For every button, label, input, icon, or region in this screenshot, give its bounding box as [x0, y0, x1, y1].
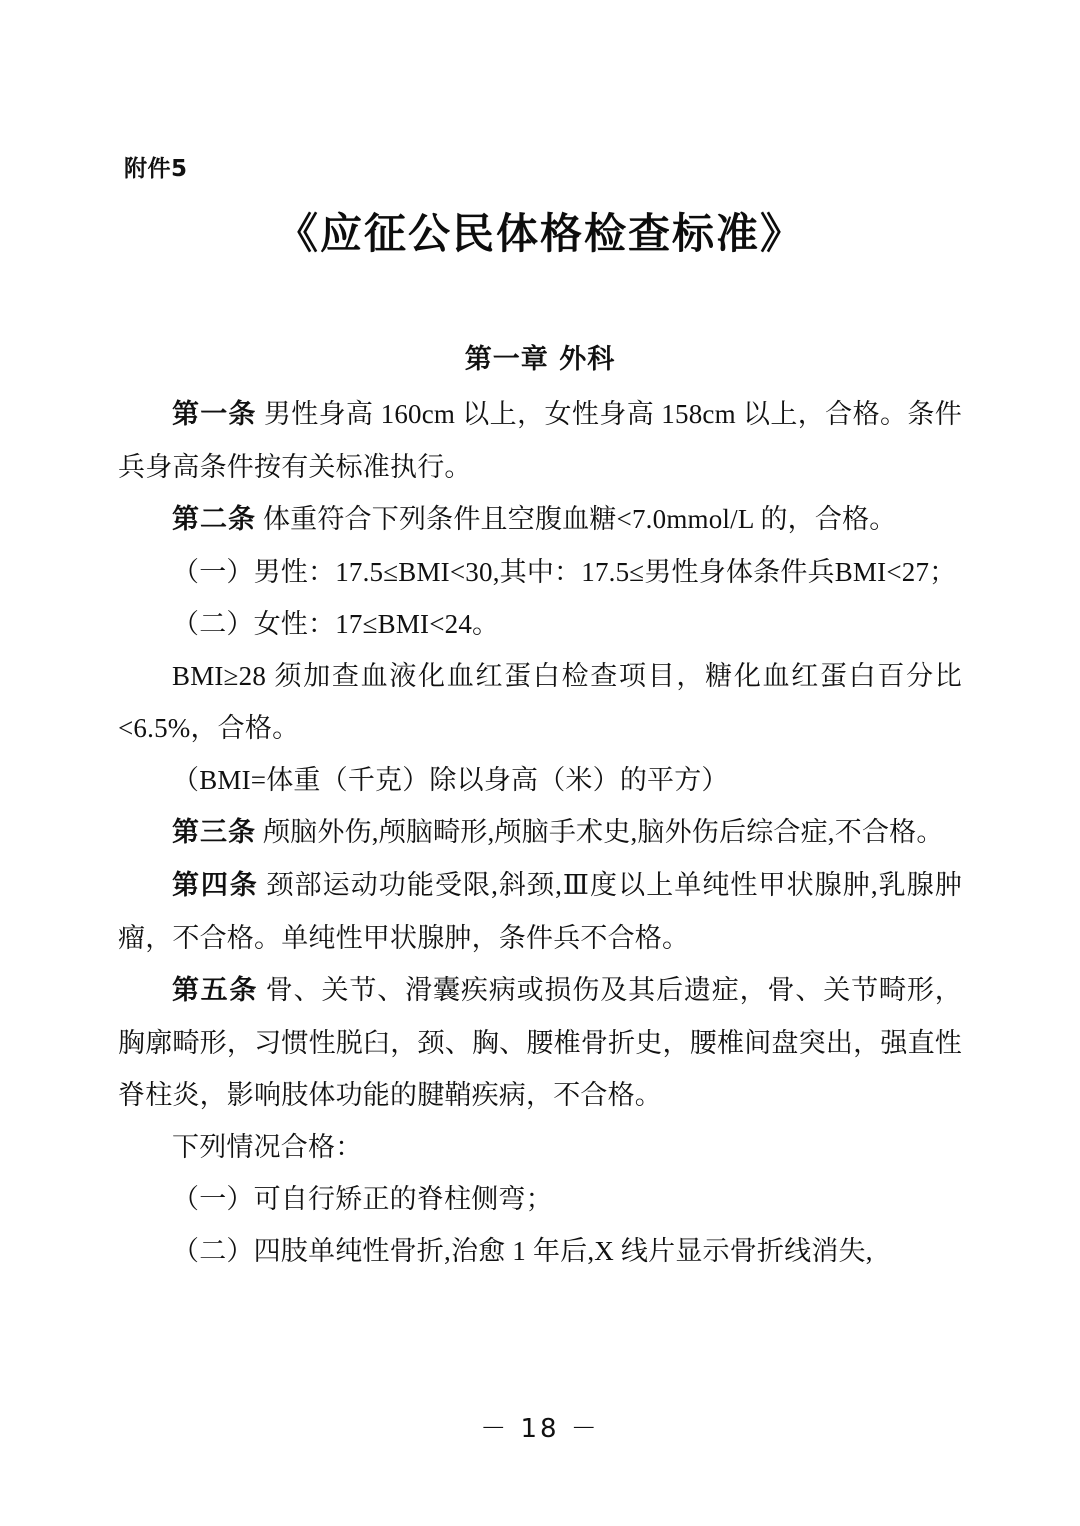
chapter-heading: 第一章 外科: [464, 344, 616, 375]
attachment-label: 附件5: [124, 156, 188, 182]
page-title: 《应征公民体格检查标准》: [275, 209, 804, 258]
article-marker: 第二条: [172, 504, 256, 535]
article-text: 男性身高 160cm 以上，女性身高 158cm 以上，合格。条件兵身高条件按有关标准执行。: [118, 399, 963, 482]
article-text: 颈部运动功能受限,斜颈,Ⅲ度以上单纯性甲状腺肿,乳腺肿瘤，不合格。单纯性甲状腺肿，条件兵不合格。: [118, 870, 963, 953]
article-marker: 第三条: [172, 817, 256, 848]
note-text: BMI≥28 须加查血液化血红蛋白检查项目，糖化血红蛋白百分比<6.5%，合格。: [118, 661, 962, 743]
paragraph-article-5-item-2: [118, 1225, 962, 1277]
document-body: [118, 150, 962, 1277]
article-text: 体重符合下列条件且空腹血糖<7.0mmol/L 的，合格。: [262, 504, 897, 534]
paragraph-article-2-item-1: [118, 546, 962, 598]
paragraph-article-5-intro: [118, 1121, 962, 1173]
page-number: － 18 －: [480, 1414, 600, 1444]
paragraph-article-5-item-1: [118, 1173, 962, 1225]
paragraph-article-3: [118, 806, 962, 859]
list-item-text: （二）四肢单纯性骨折,治愈 1 年后,X 线片显示骨折线消失,: [172, 1236, 873, 1266]
list-item-text: （一）可自行矫正的脊柱侧弯；: [172, 1184, 553, 1214]
paragraph-article-2: [118, 493, 962, 546]
article-text: 骨、关节、滑囊疾病或损伤及其后遗症，骨、关节畸形，胸廓畸形，习惯性脱臼，颈、胸、腰椎骨折史，腰椎间盘突出，强直性脊柱炎，影响肢体功能的腱鞘疾病，不合格。: [118, 975, 963, 1110]
paragraph-article-2-item-2: [118, 598, 962, 650]
list-item-text: （一）男性：17.5≤BMI<30,其中：17.5≤男性身体条件兵BMI<27；: [172, 557, 957, 587]
paragraph-article-4: [118, 859, 962, 964]
article-marker: 第四条: [172, 870, 259, 901]
paragraph-article-2-note-1: [118, 650, 962, 754]
intro-text: 下列情况合格：: [172, 1132, 363, 1162]
paragraph-article-5: [118, 964, 962, 1121]
article-marker: 第一条: [172, 399, 257, 430]
article-text: 颅脑外伤,颅脑畸形,颅脑手术史,脑外伤后综合症,不合格。: [262, 817, 944, 847]
note-text: （BMI=体重（千克）除以身高（米）的平方）: [172, 765, 729, 795]
article-marker: 第五条: [172, 975, 259, 1006]
list-item-text: （二）女性：17≤BMI<24。: [172, 609, 500, 639]
paragraph-article-2-note-2: [118, 754, 962, 806]
paragraph-article-1: [118, 388, 962, 493]
